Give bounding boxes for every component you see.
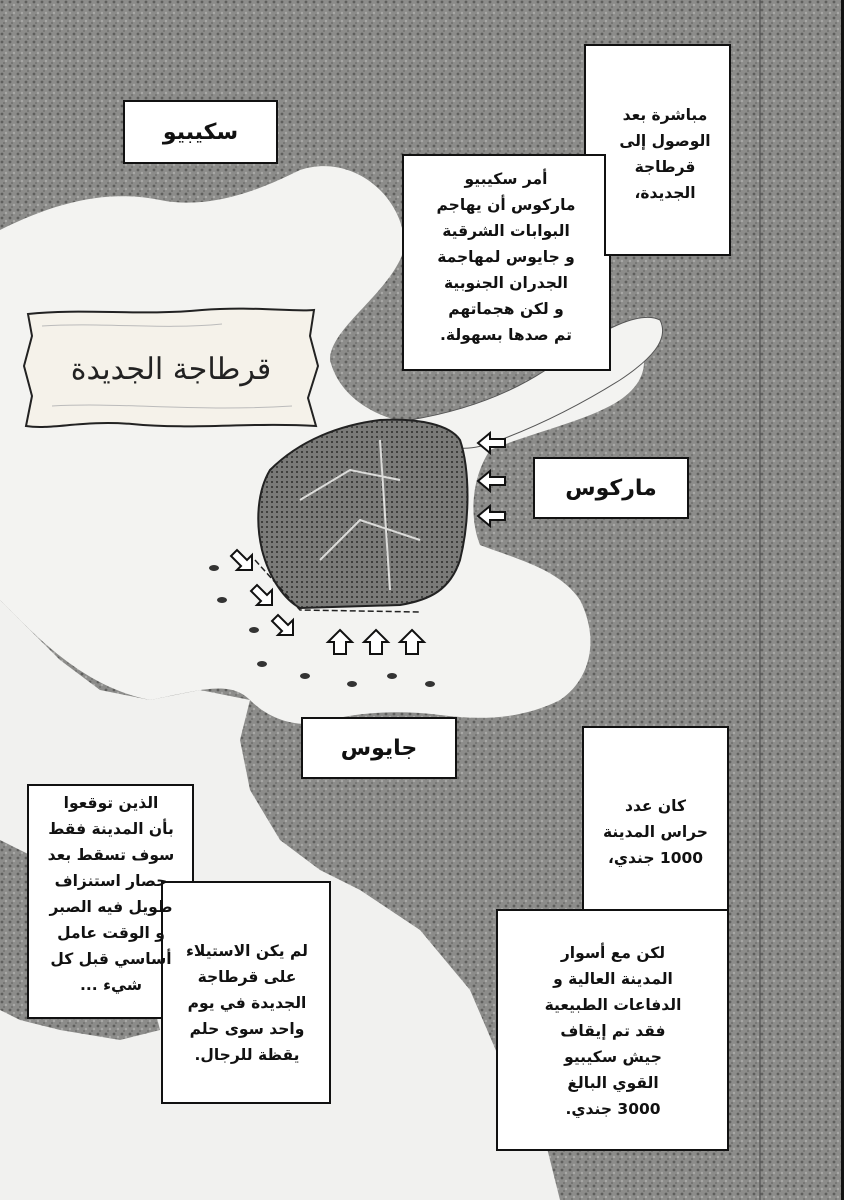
label-marcus: ماركوس [533, 457, 689, 519]
narration-text-3: كان عدد حراس المدينة 1000 جندي، [603, 797, 708, 867]
narration-text-1: مباشرة بعد الوصول إلى قرطاجة الجديدة، [619, 106, 711, 202]
label-scipio: سكيبيو [123, 100, 278, 164]
narration-text-6: لم يكن الاستيلاء على قرطاجة الجديدة في يوم واحد سوى حلم يقظة للرجال. [186, 942, 308, 1064]
narration-text-2: أمر سكيبيو ماركوس أن يهاجم البوابات الشرقية و جايوس لمهاجمة الجدران الجنوبية و لكن هجماتهم تم صدها بسهولة. [436, 170, 576, 344]
map-title-scroll [22, 306, 320, 432]
map-title: قرطاجة الجديدة [70, 351, 272, 387]
narration-text-4: لكن مع أسوار المدينة العالية و الدفاعات الطبيعية فقد تم إيقاف جيش سكيبيو القوي البالغ 3000 جندي. [544, 944, 682, 1118]
narration-text-5: الذين توقعوا بأن المدينة فقط سوف تسقط بعد حصار استنزاف طويل فيه الصبر و الوقت عامل أساسي قبل كل شيء ... [47, 794, 175, 994]
label-gaius: جايوس [301, 717, 457, 779]
